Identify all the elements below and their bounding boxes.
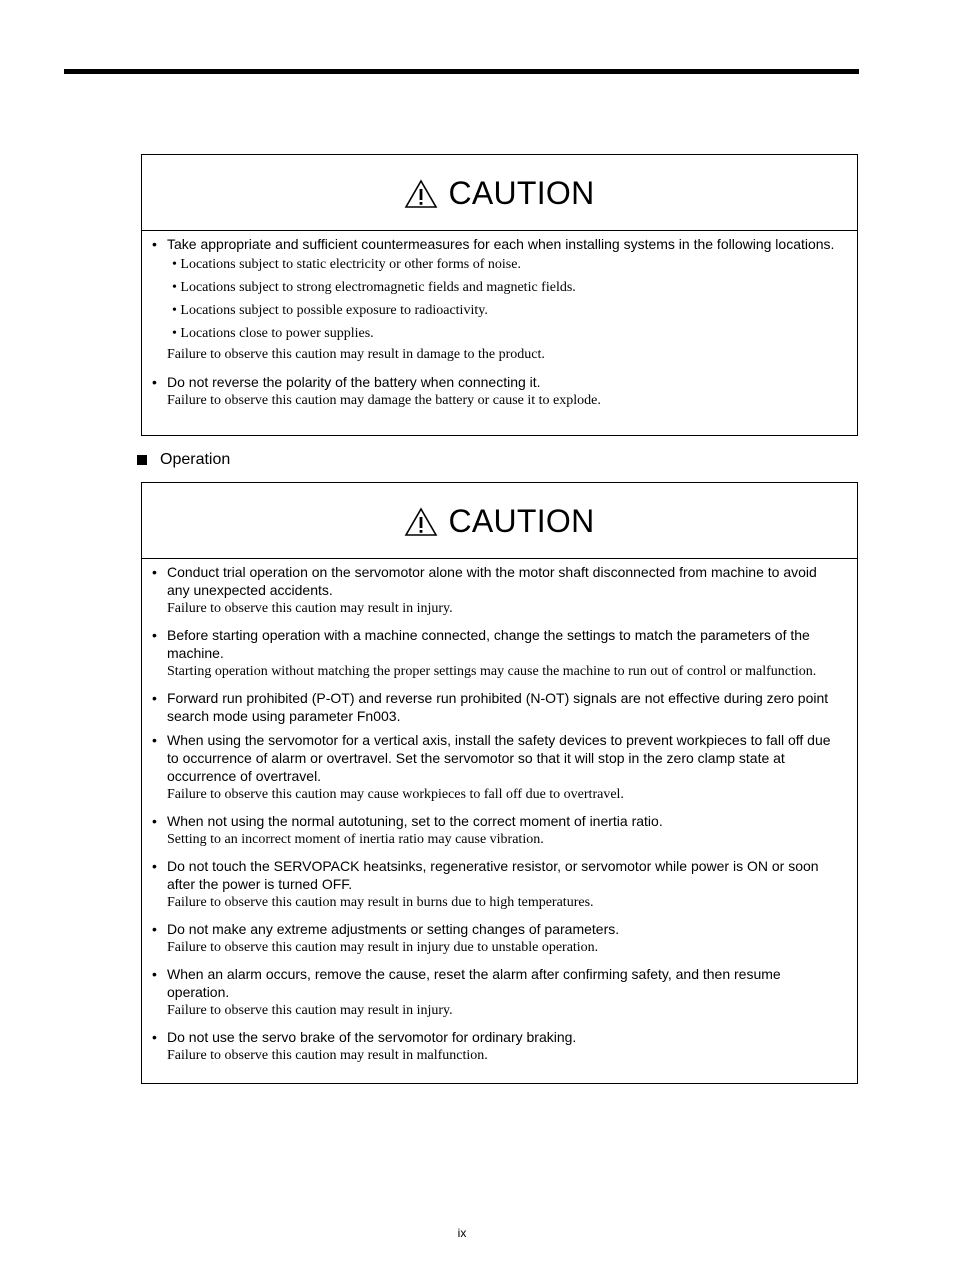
black-square-icon [137,455,147,465]
caution-title: CAUTION [448,174,595,211]
caution-box-installation [141,154,858,436]
caution-note: Failure to observe this caution may damage the battery or cause it to explode. [167,393,601,408]
caution-item-text: Conduct trial operation on the servomotor alone with the motor shaft disconnected from machine to avoid any unexpected accidents. [167,564,817,598]
caution-item-text: When using the servomotor for a vertical axis, install the safety devices to prevent workpieces to fall off due to occurrence of alarm or overtravel. Set the servomotor so that it will stop in the zero clamp state at occurrence of overtravel. [167,732,831,784]
caution-item-text: Do not use the servo brake of the servomotor for ordinary braking. [167,1029,577,1045]
location-item: • Locations subject to strong electromagnetic fields and magnetic fields. [172,280,576,295]
warning-triangle-icon [404,507,438,537]
section-heading-operation [137,450,230,470]
caution-note: Failure to observe this caution may result in injury. [167,1003,453,1018]
caution-header [142,483,857,559]
caution-item-text: Take appropriate and sufficient countermeasures for each when installing systems in the following locations. [167,236,835,252]
caution-title: CAUTION [448,502,595,539]
caution-note: Starting operation without matching the proper settings may cause the machine to run out of control or malfunction. [167,664,817,679]
warning-triangle-icon [404,179,438,209]
caution-item-text: When an alarm occurs, remove the cause, reset the alarm after confirming safety, and then resume operation. [167,966,781,1000]
location-item: • Locations subject to static electricity or other forms of noise. [172,257,521,272]
caution-item: • When not using the normal autotuning, set to the correct moment of inertia ratio. Setting to an incorrect moment of inertia ratio may cause vibration. [152,812,843,850]
caution-item: • Do not reverse the polarity of the battery when connecting it. Failure to observe this caution may damage the battery or cause it to explode. [152,373,843,411]
caution-box-operation [141,482,858,1084]
caution-item: • Do not use the servo brake of the servomotor for ordinary braking. Failure to observe this caution may result in malfunction. [152,1028,843,1066]
top-rule [64,69,859,74]
caution-note: Failure to observe this caution may result in injury. [167,601,453,616]
caution-note: Failure to observe this caution may result in burns due to high temperatures. [167,895,594,910]
caution-item-text: Do not touch the SERVOPACK heatsinks, regenerative resistor, or servomotor while power is ON or soon after the power is turned OFF. [167,858,819,892]
caution-item-text: Do not reverse the polarity of the battery when connecting it. [167,374,541,390]
caution-item: • Take appropriate and sufficient countermeasures for each when installing systems in the following locations. • Locations subject to static electricity or other forms of noise. • Locations subject to strong electromagnetic fields and magnetic fields. • Locations subject to possible exposure to radioactivity. • Locations close to power supplies. Failure to observe this caution may result in damage to the product. [152,235,843,365]
caution-item: • Before starting operation with a machine connected, change the settings to match the parameters of the machine. Starting operation without matching the proper settings may cause the machine to run out of control or malfunction. [152,626,843,682]
caution-item-text: When not using the normal autotuning, set to the correct moment of inertia ratio. [167,813,663,829]
location-item: • Locations close to power supplies. [172,326,374,341]
caution-item: • Conduct trial operation on the servomotor alone with the motor shaft disconnected from machine to avoid any unexpected accidents. Failure to observe this caution may result in injury. [152,563,843,619]
location-item: • Locations subject to possible exposure to radioactivity. [172,303,488,318]
page-number: ix [457,1226,467,1240]
caution-note: Failure to observe this caution may result in damage to the product. [167,347,545,362]
caution-item: • Do not make any extreme adjustments or setting changes of parameters. Failure to observe this caution may result in injury due to unstable operation. [152,920,843,958]
caution-note: Failure to observe this caution may result in malfunction. [167,1048,488,1063]
caution-header [142,155,857,231]
caution-note: Setting to an incorrect moment of inertia ratio may cause vibration. [167,832,544,847]
caution-item: • Do not touch the SERVOPACK heatsinks, regenerative resistor, or servomotor while power is ON or soon after the power is turned OFF. Failure to observe this caution may result in burns due to high temperatures. [152,857,843,913]
caution-note: Failure to observe this caution may cause workpieces to fall off due to overtravel. [167,787,624,802]
caution-item: • Forward run prohibited (P-OT) and reverse run prohibited (N-OT) signals are not effective during zero point search mode using parameter Fn003. [152,689,843,725]
caution-item: • When using the servomotor for a vertical axis, install the safety devices to prevent workpieces to fall off due to occurrence of alarm or overtravel. Set the servomotor so that it will stop in the zero clamp state at occurrence of overtravel. Failure to observe this caution may cause workpieces to fall off due to overtravel. [152,731,843,805]
caution-note: Failure to observe this caution may result in injury due to unstable operation. [167,940,599,955]
caution-item-text: Do not make any extreme adjustments or setting changes of parameters. [167,921,620,937]
caution-item: • When an alarm occurs, remove the cause, reset the alarm after confirming safety, and then resume operation. Failure to observe this caution may result in injury. [152,965,843,1021]
caution-item-text: Forward run prohibited (P-OT) and reverse run prohibited (N-OT) signals are not effective during zero point search mode using parameter Fn003. [167,690,829,724]
caution-item-text: Before starting operation with a machine connected, change the settings to match the parameters of the machine. [167,627,810,661]
section-heading-text: Operation [160,451,231,468]
